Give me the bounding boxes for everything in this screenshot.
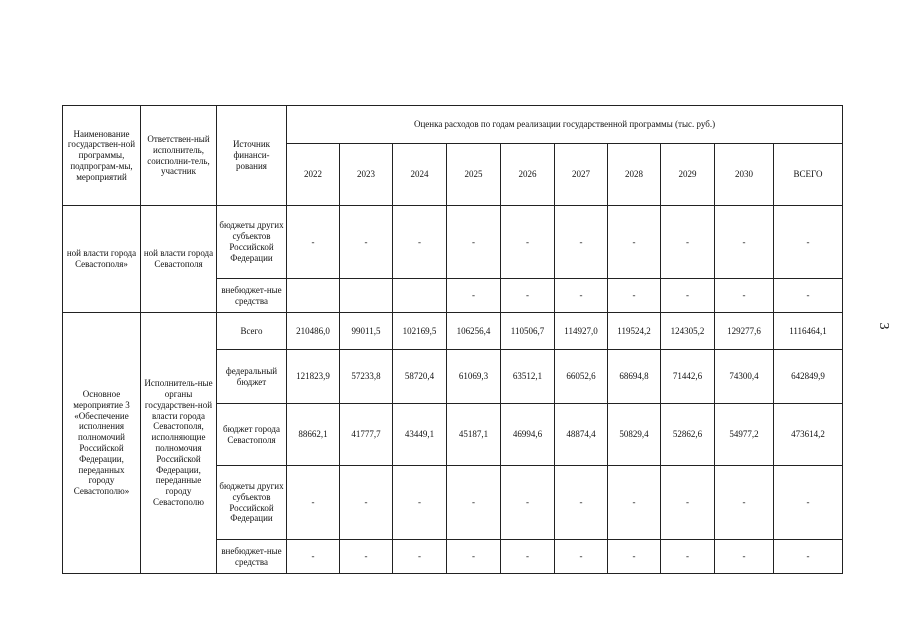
- total-value-cell: 473614,2: [774, 404, 843, 466]
- funding-source-cell: федеральный бюджет: [217, 350, 287, 404]
- year-value-cell: -: [501, 540, 555, 574]
- year-value-cell: [287, 279, 340, 313]
- year-value-cell: -: [393, 206, 447, 279]
- total-value-cell: -: [774, 279, 843, 313]
- year-value-cell: -: [715, 540, 774, 574]
- year-value-cell: -: [501, 279, 555, 313]
- page-number: 3: [876, 322, 891, 330]
- year-value-cell: 41777,7: [340, 404, 393, 466]
- program-name-cell: ной власти города Севастополя»: [63, 206, 141, 313]
- year-value-cell: -: [608, 540, 661, 574]
- year-value-cell: -: [340, 540, 393, 574]
- year-value-cell: -: [608, 466, 661, 540]
- year-header: 2027: [555, 144, 608, 206]
- year-header: 2030: [715, 144, 774, 206]
- header-row: [63, 106, 843, 144]
- year-value-cell: 129277,6: [715, 313, 774, 350]
- column-header-source: Источник финанси-рования: [217, 106, 287, 206]
- year-value-cell: 58720,4: [393, 350, 447, 404]
- year-value-cell: -: [340, 466, 393, 540]
- year-value-cell: 43449,1: [393, 404, 447, 466]
- total-value-cell: 1116464,1: [774, 313, 843, 350]
- year-value-cell: 124305,2: [661, 313, 715, 350]
- year-value-cell: 66052,6: [555, 350, 608, 404]
- column-header-name: Наименование государствен-ной программы, подпрограм-мы, мероприятий: [63, 106, 141, 206]
- year-value-cell: 45187,1: [447, 404, 501, 466]
- year-value-cell: -: [555, 466, 608, 540]
- year-value-cell: 52862,6: [661, 404, 715, 466]
- year-value-cell: -: [287, 206, 340, 279]
- year-value-cell: -: [661, 279, 715, 313]
- year-value-cell: 88662,1: [287, 404, 340, 466]
- year-value-cell: -: [715, 466, 774, 540]
- funding-source-cell: бюджет города Севастополя: [217, 404, 287, 466]
- year-value-cell: 121823,9: [287, 350, 340, 404]
- year-value-cell: -: [715, 206, 774, 279]
- year-value-cell: -: [287, 466, 340, 540]
- year-value-cell: -: [447, 466, 501, 540]
- year-value-cell: -: [555, 206, 608, 279]
- year-header: 2024: [393, 144, 447, 206]
- year-header: 2025: [447, 144, 501, 206]
- year-value-cell: -: [501, 466, 555, 540]
- year-header: 2026: [501, 144, 555, 206]
- year-value-cell: -: [555, 540, 608, 574]
- funding-source-cell: Всего: [217, 313, 287, 350]
- year-header: 2023: [340, 144, 393, 206]
- year-value-cell: -: [501, 206, 555, 279]
- year-value-cell: -: [447, 279, 501, 313]
- year-value-cell: -: [447, 540, 501, 574]
- year-header: 2028: [608, 144, 661, 206]
- funding-source-cell: внебюджет-ные средства: [217, 279, 287, 313]
- year-value-cell: -: [608, 279, 661, 313]
- year-value-cell: 74300,4: [715, 350, 774, 404]
- year-value-cell: -: [340, 206, 393, 279]
- year-value-cell: 68694,8: [608, 350, 661, 404]
- budget-table: [62, 105, 843, 574]
- year-value-cell: 57233,8: [340, 350, 393, 404]
- year-header: 2029: [661, 144, 715, 206]
- year-value-cell: -: [447, 206, 501, 279]
- year-value-cell: 48874,4: [555, 404, 608, 466]
- year-value-cell: 114927,0: [555, 313, 608, 350]
- total-value-cell: 642849,9: [774, 350, 843, 404]
- table-row: [63, 206, 843, 279]
- total-value-cell: -: [774, 206, 843, 279]
- total-value-cell: -: [774, 540, 843, 574]
- responsible-cell: ной власти города Севастополя: [141, 206, 217, 313]
- year-value-cell: -: [608, 206, 661, 279]
- year-value-cell: 119524,2: [608, 313, 661, 350]
- year-value-cell: 54977,2: [715, 404, 774, 466]
- year-value-cell: [393, 279, 447, 313]
- year-value-cell: 210486,0: [287, 313, 340, 350]
- program-name-cell: Основное мероприятие 3 «Обеспечение исполнения полномочий Российской Федерации, переданных городу Севастополю»: [63, 313, 141, 574]
- year-value-cell: 46994,6: [501, 404, 555, 466]
- year-value-cell: -: [715, 279, 774, 313]
- table-row: [63, 313, 843, 350]
- year-value-cell: 63512,1: [501, 350, 555, 404]
- year-value-cell: -: [661, 466, 715, 540]
- year-value-cell: 102169,5: [393, 313, 447, 350]
- year-value-cell: -: [661, 206, 715, 279]
- year-value-cell: 71442,6: [661, 350, 715, 404]
- year-value-cell: -: [661, 540, 715, 574]
- funding-source-cell: бюджеты других субъектов Российской Федерации: [217, 206, 287, 279]
- funding-source-cell: внебюджет-ные средства: [217, 540, 287, 574]
- year-value-cell: 110506,7: [501, 313, 555, 350]
- year-value-cell: [340, 279, 393, 313]
- total-header: ВСЕГО: [774, 144, 843, 206]
- year-value-cell: -: [287, 540, 340, 574]
- total-value-cell: -: [774, 466, 843, 540]
- year-value-cell: 99011,5: [340, 313, 393, 350]
- year-value-cell: -: [393, 540, 447, 574]
- year-value-cell: 61069,3: [447, 350, 501, 404]
- column-header-responsible: Ответствен-ный исполнитель, соисполни-тель, участник: [141, 106, 217, 206]
- year-header: 2022: [287, 144, 340, 206]
- year-value-cell: -: [393, 466, 447, 540]
- responsible-cell: Исполнитель-ные органы государствен-ной власти города Севастополя, исполняющие полномочия Российской Федерации, переданные городу Севастополю: [141, 313, 217, 574]
- year-value-cell: -: [555, 279, 608, 313]
- year-value-cell: 106256,4: [447, 313, 501, 350]
- year-value-cell: 50829,4: [608, 404, 661, 466]
- column-header-expenses-group: Оценка расходов по годам реализации государственной программы (тыс. руб.): [287, 106, 843, 144]
- funding-source-cell: бюджеты других субъектов Российской Федерации: [217, 466, 287, 540]
